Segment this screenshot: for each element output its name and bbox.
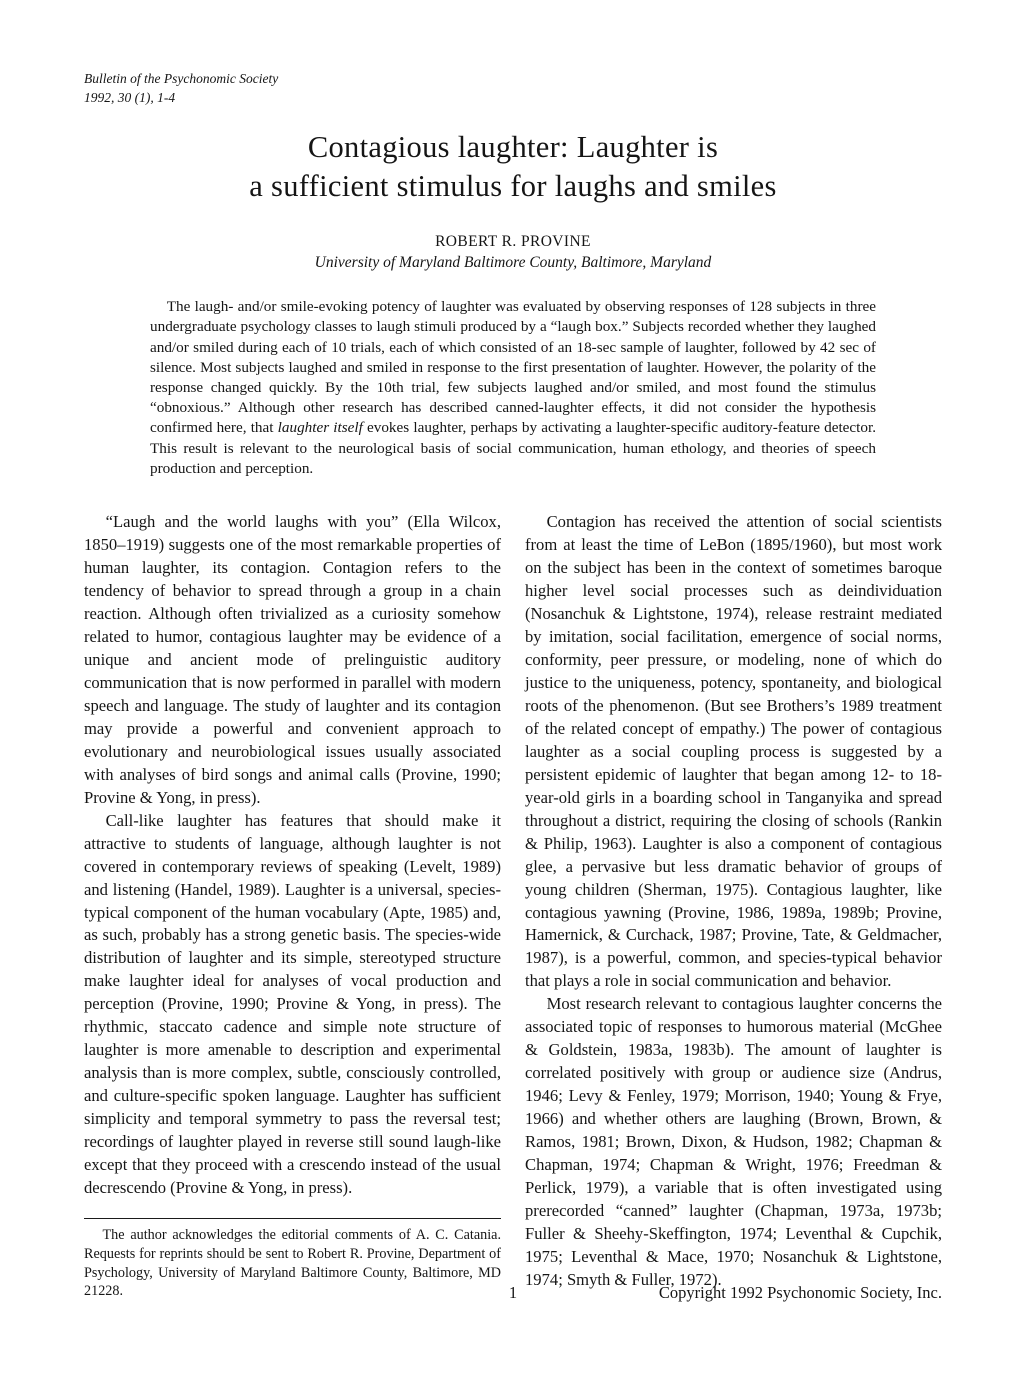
author-affiliation: University of Maryland Baltimore County, Baltimore, Maryland <box>314 254 712 272</box>
right-column <box>525 511 942 1301</box>
body-paragraph: Most research relevant to contagious laughter concerns the associated topic of responses to humorous material (McGhee & Goldstein, 1983a, 1983b). The amount of laughter is correlated positively with group or audience size (Andrus, 1946; Levy & Fenley, 1979; Morrison, 1940; Young & Frye, 1966) and whether others are laughing (Brown, Brown, & Ramos, 1981; Brown, Dixon, & Hudson, 1982; Chapman & Chapman, 1974; Chapman & Wright, 1976; Freedman & Perlick, 1979), a variable that is often investigated using prerecorded “canned” laughter (Chapman, 1973a, 1973b; Fuller & Sheehy-Skeffington, 1974; Leventhal & Cupchik, 1975; Leventhal & Mace, 1970; Nosanchuk & Lightstone, 1974; Smyth & Fuller, 1972). <box>525 994 942 1289</box>
left-column <box>84 511 501 1301</box>
journal-header <box>84 70 942 108</box>
title-line-2: a sufficient stimulus for laughs and smiles <box>249 169 777 204</box>
body-paragraph: Contagion has received the attention of social scientists from at least the time of LeBon (1895/1960), but most work on the subject has been in the context of sometimes baroque higher level social processes such as deindividuation (Nosanchuk & Lightstone, 1974), release restraint mediated by imitation, social facilitation, emergence of social norms, conformity, peer pressure, or modeling, none of which do justice to the uniqueness, potency, spontaneity, and biological roots of the phenomenon. (But see Brothers’s 1989 treatment of the related concept of empathy.) The power of contagious laughter as a social coupling process is suggested by a persistent epidemic of laughter that began among 12- to 18-year-old girls in a boarding school in Tanganyika and spread throughout a district, requiring the closing of schools (Rankin & Philip, 1963). Laughter is also a component of contagious glee, a pervasive but less dramatic behavior of groups of young children (Sherman, 1975). Contagious laughter, like contagious yawning (Provine, 1986, 1989a, 1989b; Provine, Hamernick, & Curchack, 1987; Provine, Tate, & Geldmacher, 1987), is a powerful, common, and species-typical behavior that plays a role in social communication and behavior. <box>525 512 942 991</box>
abstract-text-1: The laugh- and/or smile-evoking potency of laughter was evaluated by observing responses of 128 subjects in three undergraduate psychology classes to laugh stimuli produced by a “laugh box.” Subjects recorded whether they laughed and/or smiled during each of 10 trials, each of which consisted of an 18-sec sample of laughter, followed by 42 sec of silence. Most subjects laughed and smiled in response to the first presentation of laughter. However, the polarity of the response changed quickly. By the 10th trial, few subjects laughed and/or smiled, and most found the stimulus “obnoxious.” Although other research has described canned-laughter effects, it did not consider the hypothesis confirmed here, that <box>150 298 876 437</box>
body-paragraph: Call-like laughter has features that should make it attractive to students of language, although laughter is not covered in contemporary reviews of speaking (Levelt, 1989) and listening (Handel, 1989). Laughter is a universal, species-typical component of the human vocabulary (Apte, 1985) and, as such, probably has a strong genetic basis. The species-wide distribution of laughter and its simple, stereotyped structure make laughter ideal for analyses of vocal production and perception (Provine, 1990; Provine & Yong, in press). The rhythmic, staccato cadence and simple note structure of laughter is more amenable to description and experimental analysis than is more complex, subtle, consciously controlled, and culture-specific spoken language. Laughter has sufficient simplicity and temporal symmetry to pass the reversal test; recordings of laughter played in reverse still sound laugh-like except that they proceed with a crescendo instead of the usual decrescendo (Provine & Yong, in press). <box>84 810 501 1198</box>
copyright-notice: Copyright 1992 Psychonomic Society, Inc. <box>658 1283 942 1302</box>
abstract <box>150 297 876 479</box>
footnote-divider <box>84 1218 501 1219</box>
two-column-body <box>84 511 942 1301</box>
author-name: ROBERT R. PROVINE <box>435 233 591 251</box>
page-number: 1 <box>508 1283 518 1302</box>
author-note: The author acknowledges the editorial comments of A. C. Catania. Requests for reprints should be sent to Robert R. Provine, Department of Psychology, University of Maryland Baltimore County, Baltimore, MD 21228. <box>84 1227 501 1300</box>
page-footer <box>84 1283 942 1305</box>
abstract-italic-phrase: laughter itself <box>277 419 363 437</box>
paper-title <box>84 128 942 207</box>
journal-name: Bulletin of the Psychonomic Society <box>84 71 279 86</box>
abstract-text-2: evokes laughter, perhaps by activating a laughter-specific auditory-feature detector. This result is relevant to the neurological basis of social communication, human ethology, and theories of speech production and perception. <box>150 419 876 477</box>
body-paragraph: “Laugh and the world laughs with you” (Ella Wilcox, 1850–1919) suggests one of the most remarkable properties of human laughter, its contagion. Contagion refers to the tendency of behavior to spread through a group in a chain reaction. Although often trivialized as a curiosity somehow related to humor, contagious laughter may be evidence of a unique and ancient mode of prelinguistic auditory communication that is now performed in parallel with modern speech and language. The study of laughter and its contagion may provide a powerful and convenient approach to evolutionary and neurobiological issues usually associated with analyses of bird songs and animal calls (Provine, 1990; Provine & Yong, in press). <box>84 512 501 807</box>
title-line-1: Contagious laughter: Laughter is <box>307 129 719 164</box>
journal-issue: 1992, 30 (1), 1-4 <box>84 89 176 105</box>
